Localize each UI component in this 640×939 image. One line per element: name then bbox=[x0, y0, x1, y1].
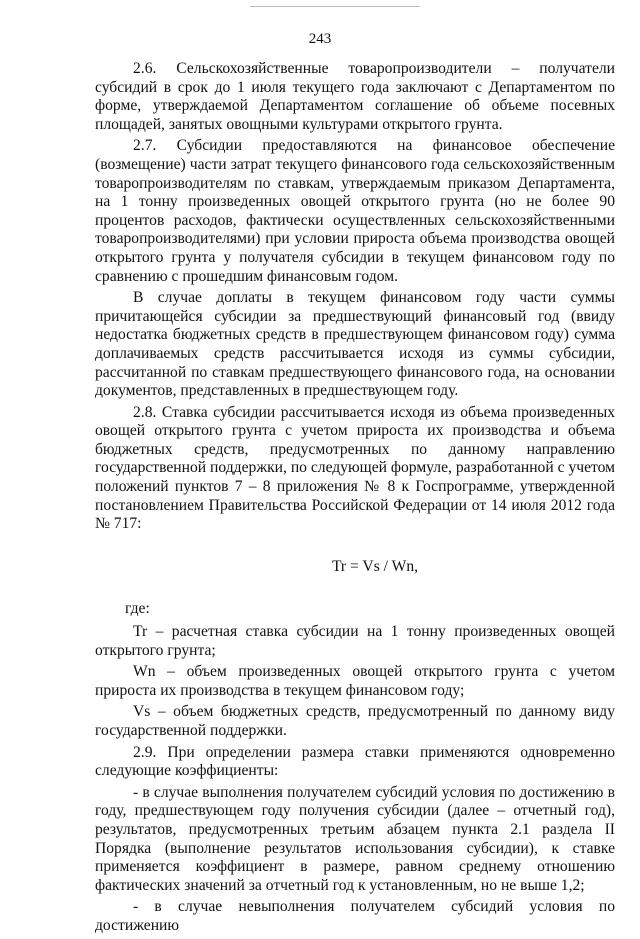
definition-wn: Wn – объем произведенных овощей открытого грунта с учетом прироста их производства в текущем финансовом году; bbox=[95, 663, 615, 699]
page-number: 243 bbox=[308, 31, 332, 47]
formula: Tr = Vs / Wn, bbox=[331, 557, 419, 575]
paragraph-2-9: 2.9. При определении размера ставки применяются одновременно следующие коэффициенты: bbox=[95, 743, 615, 780]
bullet-not-fulfilled: - в случае невыполнения получателем субсидий условия по достижению bbox=[95, 898, 615, 934]
paragraph-2-7: 2.7. Субсидии предоставляются на финансовое обеспечение (возмещение) части затрат текущего финансового года сельскохозяйственным товаропроизводителям по ставкам, утверждаемым приказом Департамента, на 1 тонну произведенных овощей открытого грунта (но не более 90 процентов расходов, фактически осуществленных сельскохозяйственными товаропроизводителями) при условии прироста объема производства овощей открытого грунта у получателя субсидии в текущем финансовом году по сравнению с прошедшим финансовым годом. bbox=[95, 137, 615, 285]
top-scan-rule bbox=[250, 6, 420, 7]
paragraph-2-6: 2.6. Сельскохозяйственные товаропроизводители – получатели субсидий в срок до 1 июля текущего года заключают с Департаментом по форме, утверждаемой Департаментом соглашение об объеме посевных площадей, занятых овощными культурами открытого грунта. bbox=[95, 60, 615, 133]
definition-vs: Vs – объем бюджетных средств, предусмотренный по данному виду государственной поддержки. bbox=[95, 703, 615, 739]
definition-tr: Tr – расчетная ставка субсидии на 1 тонну произведенных овощей открытого грунта; bbox=[95, 623, 615, 659]
where-label: где: bbox=[125, 600, 150, 618]
paragraph-2-8: 2.8. Ставка субсидии рассчитывается исходя из объема произведенных овощей открытого грунта с учетом прироста их производства и объема бюджетных средств, предусмотренных по данному направлению государственной поддержки, по следующей формуле, разработанной с учетом положений пунктов 7 – 8 приложения № 8 к Госпрограмме, утвержденной постановлением Правительства Российской Федерации от 14 июля 2012 года № 717: bbox=[95, 403, 615, 533]
paragraph-2-7-additional: В случае доплаты в текущем финансовом году части суммы причитающейся субсидии за предшествующий финансовый год (ввиду недостатка бюджетных средств в предшествующем финансовом году) сумма доплачиваемых средств рассчитывается исходя из суммы субсидии, рассчитанной по ставкам предшествующего финансового года, на основании документов, представленных в предшествующем году. bbox=[95, 289, 615, 400]
bullet-fulfilled: - в случае выполнения получателем субсидий условия по достижению в году, предшествующем году получения субсидии (далее – отчетный год), результатов, предусмотренных третьим абзацем пункта 2.1 раздела II Порядка (выполнение результатов использования субсидии), к ставке применяется коэффициент в размере, равном среднему отношению фактических значений за отчетный год к установленным, но не выше 1,2; bbox=[95, 783, 615, 894]
document-body bbox=[95, 60, 615, 939]
